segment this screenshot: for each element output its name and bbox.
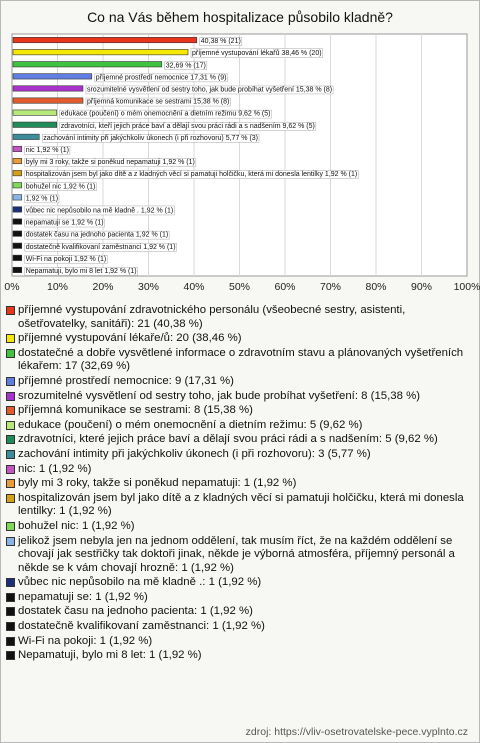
legend-swatch [6, 607, 15, 616]
legend-label: zachování intimity při jakýchkoliv úkonech (i při rozhovoru): 3 (5,77 %) [18, 447, 371, 460]
legend-swatch [6, 421, 15, 430]
x-tick-label: 50% [228, 281, 251, 293]
legend-swatch [6, 306, 15, 315]
legend-swatch [6, 622, 15, 631]
legend-label: dostatečné a dobře vysvětlené informace o zdravotním stavu a plánovaných vyšetřeních lékařem: 17 (32,69 %) [18, 346, 464, 373]
legend-label: příjemné prostředí nemocnice: 9 (17,31 %) [18, 374, 234, 387]
bar-value-label: hospitalizován jsem byl jako dítě a z kladných věcí si pamatuji holčičku, která mi donesla lentilky 1,92 % (1) [25, 171, 358, 179]
legend-swatch [6, 450, 15, 459]
legend-swatch [6, 578, 15, 587]
legend-label: srozumitelné vysvětlení od sestry toho, jak bude probíhat vyšetření: 8 (15,38 %) [18, 389, 421, 402]
legend-label: hospitalizován jsem byl jako dítě a z kladných věcí si pamatuji holčičku, která mi donesla lentilky: 1 (1,92 %) [18, 491, 464, 518]
x-tick-label: 100% [453, 281, 480, 293]
legend-label: vůbec nic nepůsobilo na mě kladně .: 1 (1,92 %) [18, 576, 262, 589]
bar-value-label: dostatečně kvalifikovaní zaměstnanci 1,92 % (1) [25, 243, 176, 251]
bar-value-label: příjemné prostředí nemocnice 17,31 % (9) [95, 74, 227, 82]
chart-title: Co na Vás během hospitalizace působilo kladně? [87, 9, 393, 25]
x-tick-label: 20% [92, 281, 114, 293]
legend-item [6, 404, 472, 418]
x-tick-label: 60% [274, 281, 296, 293]
legend-item [6, 535, 472, 576]
bar-chart [0, 0, 480, 300]
bar [13, 219, 22, 224]
legend-label: zdravotníci, které jejich práce baví a dělají svou práci rádi a s nadšením: 5 (9,62 %) [18, 433, 438, 446]
legend-item [6, 591, 472, 605]
legend-item [6, 347, 472, 374]
legend-swatch [6, 392, 15, 401]
bar [13, 146, 22, 151]
bar-value-label: zachování intimity při jakýchkoliv úkonech (i při rozhovoru) 5,77 % (3) [43, 134, 259, 142]
legend-item [6, 576, 472, 590]
bar [13, 74, 92, 79]
x-tick-label: 90% [410, 281, 433, 293]
legend-item [6, 332, 472, 346]
x-tick-label: 40% [183, 281, 205, 293]
bar-value-label: příjemná komunikace se sestrami 15,38 % (8) [86, 98, 230, 106]
legend-item [6, 419, 472, 433]
legend-item [6, 605, 472, 619]
legend-swatch [6, 406, 15, 415]
legend-label: příjemná komunikace se sestrami: 8 (15,38 %) [18, 404, 253, 417]
bar-value-label: edukace (poučení) o mém onemocnění a dietním režimu 9,62 % (5) [60, 110, 271, 118]
bar [13, 195, 22, 200]
bar [13, 122, 57, 127]
legend-item [6, 304, 472, 331]
bar-value-label: vůbec nic nepůsobilo na mě kladně . 1,92 % (1) [25, 207, 174, 215]
legend-label: nic: 1 (1,92 %) [18, 462, 92, 475]
legend-item [6, 390, 472, 404]
x-tick-label: 30% [137, 281, 160, 293]
legend-label: bohužel nic: 1 (1,92 %) [18, 519, 135, 532]
legend-swatch [6, 593, 15, 602]
bar [13, 243, 22, 248]
legend-item [6, 463, 472, 477]
legend-swatch [6, 537, 15, 546]
bar-value-label: byly mi 3 roky, takže si poněkud nepamatuji 1,92 % (1) [25, 159, 195, 167]
legend-label: Nepamatuji, bylo mi 8 let: 1 (1,92 %) [18, 649, 202, 662]
legend-item [6, 375, 472, 389]
bar [13, 231, 22, 236]
bar-value-label: 1,92 % (1) [25, 195, 59, 203]
legend-label: byly mi 3 roky, takže si poněkud nepamatuji: 1 (1,92 %) [18, 477, 297, 490]
legend-item [6, 635, 472, 649]
bar [13, 134, 39, 139]
legend-swatch [6, 334, 15, 343]
legend-item [6, 649, 472, 663]
bar [13, 110, 57, 115]
legend-item [6, 448, 472, 462]
bar [13, 207, 22, 212]
legend-swatch [6, 637, 15, 646]
bar [13, 98, 83, 103]
bar-value-label: dostatek času na jednoho pacienta 1,92 % (1) [25, 231, 169, 239]
legend-label: jelikož jsem nebyla jen na jednom oddělení, tak musím říct, že na každém oddělení se chovají jak sestřičky tak doktoři jinak, někde je výborná atmosféra, příjemný personál a někde se k vám chovají hrozně: 1 (1,92 %) [18, 534, 455, 574]
legend-swatch [6, 349, 15, 358]
bar-value-label: Nepamatuji, bylo mi 8 let 1,92 % (1) [25, 267, 137, 275]
legend-label: dostatek času na jednoho pacienta: 1 (1,92 %) [18, 605, 253, 618]
bar-value-label: srozumitelné vysvětlení od sestry toho, jak bude probíhat vyšetření 15,38 % (8) [86, 86, 333, 94]
bar-value-label: Wi-Fi na pokoji 1,92 % (1) [25, 255, 107, 263]
bar [13, 255, 22, 260]
legend-label: příjemné vystupování zdravotnického personálu (všeobecné sestry, asistenti, ošetřovatelky, sanitáři): 21 (40,38 %) [18, 304, 406, 330]
bar-value-label: nepamatuji se 1,92 % (1) [25, 219, 104, 227]
x-tick-label: 80% [365, 281, 387, 293]
bar [13, 49, 188, 54]
legend-swatch [6, 494, 15, 503]
bar [13, 86, 83, 91]
x-tick-label: 10% [46, 281, 69, 293]
legend-label: Wi-Fi na pokoji: 1 (1,92 %) [18, 634, 153, 647]
source-note: zdroj: https://vliv-osetrovatelske-pece.vyplnto.cz [245, 726, 468, 738]
legend-swatch [6, 465, 15, 474]
legend-item [6, 492, 472, 519]
legend-swatch [6, 435, 15, 444]
legend-item [6, 433, 472, 447]
legend-label: dostatečně kvalifikovaní zaměstnanci: 1 (1,92 %) [18, 620, 265, 633]
bar [13, 267, 22, 272]
x-tick-label: 70% [319, 281, 342, 293]
bar-value-label: 40,38 % (21) [200, 38, 241, 46]
legend-item [6, 620, 472, 634]
bar [13, 158, 22, 163]
legend-item [6, 477, 472, 491]
bar [13, 37, 197, 42]
x-tick-label: 0% [4, 281, 20, 293]
bar-value-label: zdravotníci, kteří jejich práce baví a dělají svou práci rádi a s nadšením 9,62 % (5) [60, 122, 315, 130]
bar [13, 170, 22, 175]
bar [13, 183, 22, 188]
legend-label: příjemné vystupování lékaře/ů: 20 (38,46 %) [18, 332, 242, 345]
bar-value-label: 32,69 % (17) [165, 62, 206, 70]
legend-label: edukace (poučení) o mém onemocnění a dietním režimu: 5 (9,62 %) [18, 418, 363, 431]
bar-value-label: bohužel nic 1,92 % (1) [25, 183, 96, 191]
legend-swatch [6, 651, 15, 660]
legend-label: nepamatuji se: 1 (1,92 %) [18, 590, 148, 603]
bar-value-label: nic 1,92 % (1) [25, 146, 69, 154]
legend-swatch [6, 479, 15, 488]
legend-swatch [6, 522, 15, 531]
bar [13, 62, 162, 67]
chart-legend [6, 304, 472, 664]
bar-value-label: příjemné vystupování lékařů 38,46 % (20) [191, 50, 322, 58]
legend-swatch [6, 377, 15, 386]
legend-item [6, 520, 472, 534]
